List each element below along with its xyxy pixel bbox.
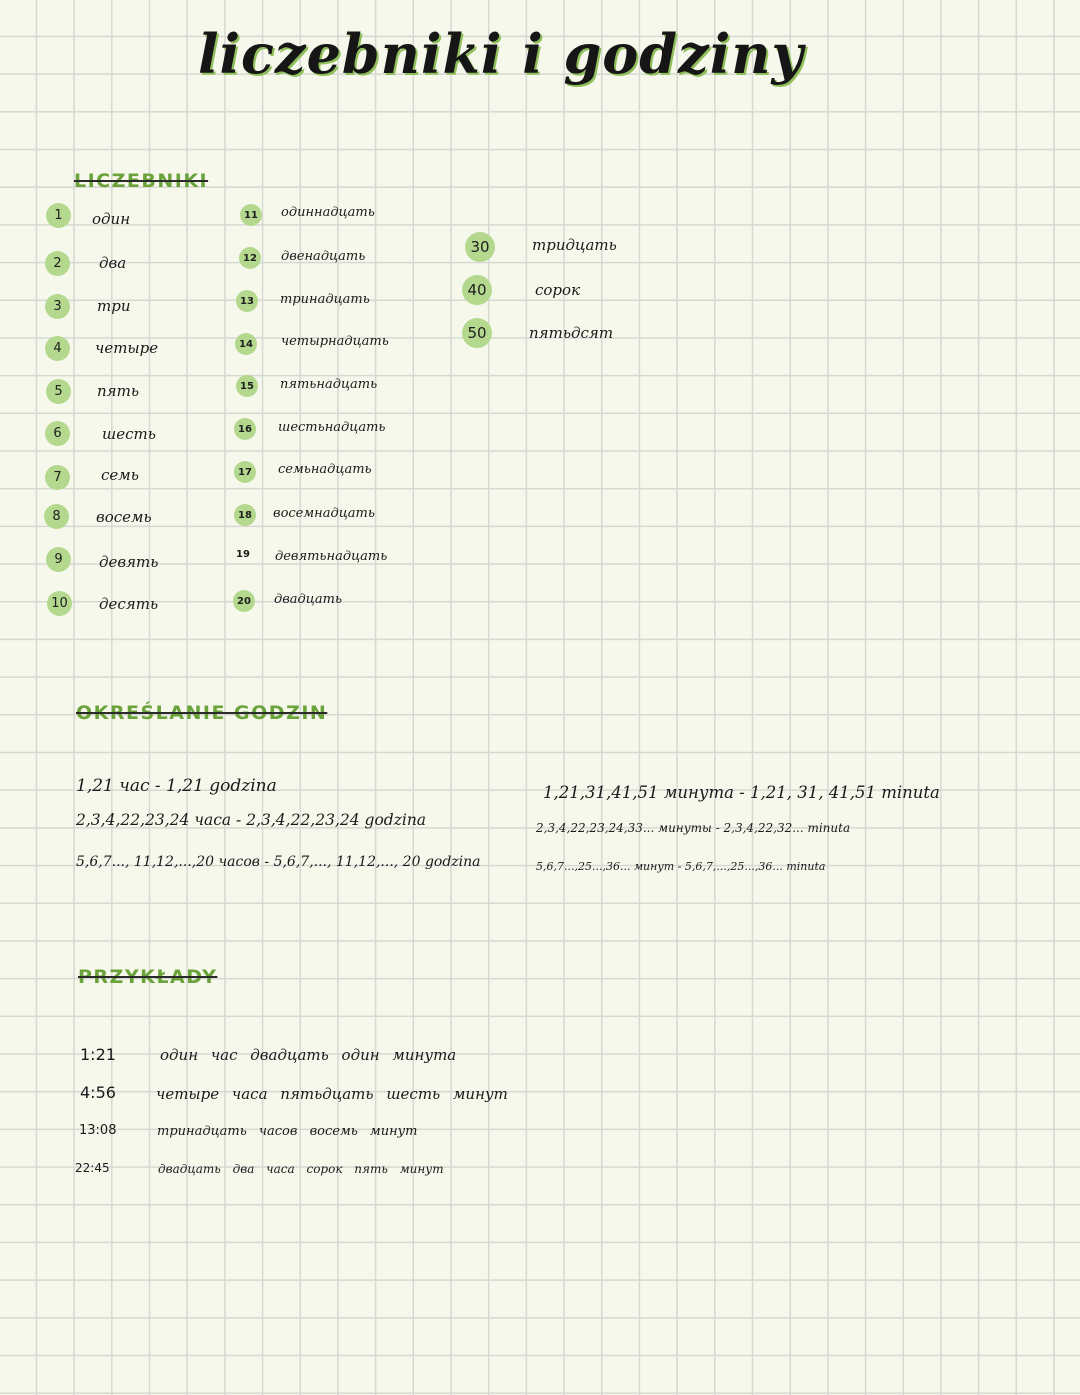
number-badge: 30 <box>465 232 495 262</box>
numeral-word: восемнадцать <box>273 506 375 521</box>
numeral-word: девять <box>99 553 159 571</box>
minute-rule-line: 5,6,7...,25...,36... минут - 5,6,7,...,25...,36... minuta <box>536 860 826 873</box>
minute-rule-line: 1,21,31,41,51 минута - 1,21, 31, 41,51 minuta <box>543 783 940 802</box>
numeral-word: шестьнадцать <box>278 420 386 435</box>
number-badge: 8 <box>44 504 69 529</box>
example-text: один час двадцать один минута <box>160 1046 457 1064</box>
number-badge: 3 <box>45 294 70 319</box>
number-badge: 1 <box>46 203 71 228</box>
numeral-word: пятьдсят <box>529 324 614 342</box>
numeral-word: один <box>92 210 131 228</box>
number-badge: 50 <box>462 318 492 348</box>
number-badge: 9 <box>46 547 71 572</box>
numeral-word: двадцать <box>274 592 343 607</box>
example-time: 22:45 <box>75 1161 110 1175</box>
number-badge: 18 <box>234 504 256 526</box>
hour-rule-line: 2,3,4,22,23,24 часа - 2,3,4,22,23,24 godzina <box>76 811 427 829</box>
numeral-word: восемь <box>96 508 152 526</box>
numeral-word: три <box>97 297 131 315</box>
number-badge: 10 <box>47 591 72 616</box>
numeral-word: тринадцать <box>280 292 370 307</box>
example-text: двадцать два часа сорок пять минут <box>158 1162 444 1176</box>
page-title: liczebniki i godziny <box>198 22 804 86</box>
number-badge: 13 <box>236 290 258 312</box>
number-label: 19 <box>236 549 250 560</box>
number-badge: 4 <box>45 336 70 361</box>
numeral-word: семьнадцать <box>278 462 372 477</box>
hours-heading: OKREŚLANIE GODZIN <box>76 702 328 724</box>
example-time: 13:08 <box>79 1123 117 1138</box>
numeral-word: девятьнадцать <box>275 549 388 564</box>
numeral-word: десять <box>99 595 159 613</box>
number-badge: 5 <box>46 379 71 404</box>
number-badge: 20 <box>233 590 255 612</box>
example-time: 1:21 <box>80 1045 116 1064</box>
number-badge: 12 <box>239 247 261 269</box>
numeral-word: пятьнадцать <box>280 377 378 392</box>
minute-rule-line: 2,3,4,22,23,24,33... минуты - 2,3,4,22,32... minuta <box>536 821 851 835</box>
numeral-word: четыре <box>95 339 159 357</box>
numeral-word: тридцать <box>532 236 617 254</box>
numeral-word: четырнадцать <box>281 334 389 349</box>
example-time: 4:56 <box>80 1083 116 1102</box>
number-badge: 2 <box>45 251 70 276</box>
numeral-word: шесть <box>102 425 156 443</box>
numeral-word: семь <box>101 466 139 484</box>
number-badge: 17 <box>234 461 256 483</box>
number-badge: 7 <box>45 465 70 490</box>
numerals-heading: LICZEBNIKI <box>74 170 209 192</box>
number-badge: 14 <box>235 333 257 355</box>
numeral-word: двенадцать <box>281 249 366 264</box>
example-text: тринадцать часов восемь минут <box>157 1124 418 1139</box>
examples-heading: PRZYKŁADY <box>78 966 218 988</box>
number-badge: 16 <box>234 418 256 440</box>
hour-rule-line: 1,21 час - 1,21 godzina <box>76 776 277 796</box>
hour-rule-line: 5,6,7..., 11,12,...,20 часов - 5,6,7,..., 11,12,..., 20 godzina <box>76 854 481 870</box>
numeral-word: пять <box>97 382 139 400</box>
number-badge: 6 <box>45 421 70 446</box>
numeral-word: сорок <box>535 281 581 299</box>
example-text: четыре часа пятьдцать шесть минут <box>156 1085 508 1103</box>
number-badge: 40 <box>462 275 492 305</box>
numeral-word: два <box>99 254 127 272</box>
numeral-word: одиннадцать <box>281 205 375 220</box>
number-badge: 15 <box>236 375 258 397</box>
number-badge: 11 <box>240 204 262 226</box>
